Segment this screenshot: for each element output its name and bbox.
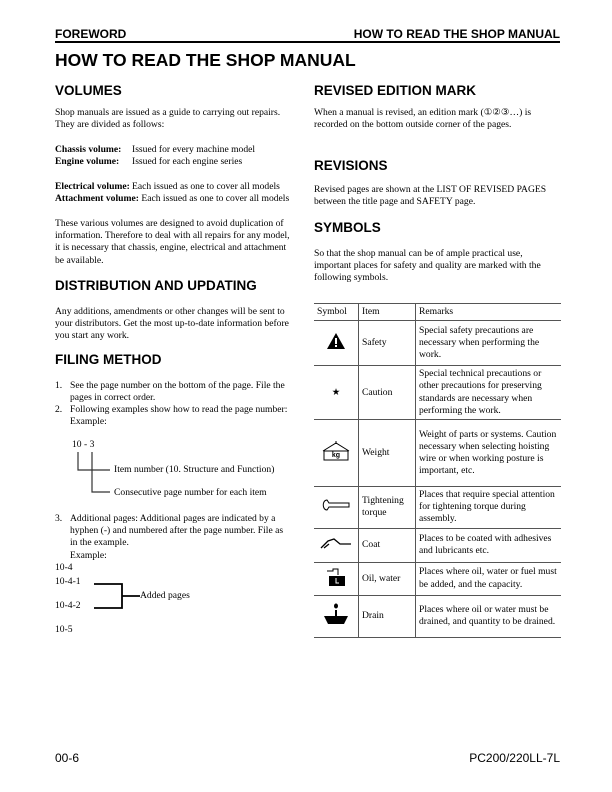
text-line: Following examples show how to read the page number: (70, 404, 288, 415)
page-example: 10-4-2 (55, 600, 81, 611)
filing-heading: FILING METHOD (55, 352, 162, 367)
text-line: Example: (70, 549, 107, 561)
table-row (314, 595, 561, 637)
volumes-intro (55, 107, 280, 131)
text-line: They are divided as follows: (55, 119, 165, 131)
list-number: 1. (55, 380, 63, 391)
text-line: See the page number on the bottom of the page. File the (70, 380, 285, 391)
added-pages-label: Added pages (140, 590, 190, 601)
text-line: Shop manuals are issued as a guide to carrying out repairs. (55, 107, 281, 118)
text-line: Revised pages are shown at the LIST OF REVISED PAGES (314, 184, 547, 195)
volumes-heading: VOLUMES (55, 83, 122, 98)
column-header: Item (359, 304, 416, 321)
text-line: Example: (70, 416, 107, 428)
text-line: your distributors. Get the most up-to-date information before (55, 318, 289, 330)
wrench-icon (314, 487, 359, 529)
text-line: hyphen (-) and numbered after the page number. File as (70, 525, 284, 537)
table-row (314, 528, 561, 562)
star-icon: ★ (314, 366, 359, 420)
table-row (314, 366, 561, 420)
page-example: 10-4-1 (55, 576, 81, 587)
example-page-number: 10 - 3 (72, 439, 95, 450)
header-rule (55, 41, 560, 43)
column-header: Remarks (416, 304, 562, 321)
filing-item-3 (55, 513, 283, 562)
text-line: be available. (55, 254, 104, 266)
table-row (314, 420, 561, 487)
drain-icon (314, 595, 359, 637)
symbols-heading: SYMBOLS (314, 220, 381, 235)
text-line: recorded on the bottom outside corner of the pages. (314, 119, 512, 131)
text-line: So that the shop manual can be of ample practical use, (314, 248, 523, 259)
page-title: HOW TO READ THE SHOP MANUAL (55, 50, 356, 70)
remarks-cell: Special technical precautions or other precautions for preserving standards are necessary when performing the work. (416, 366, 562, 420)
volume-list-b (55, 181, 289, 205)
coat-icon (314, 528, 359, 562)
remarks-cell: Places to be coated with adhesives and lubricants etc. (416, 528, 562, 562)
volume-item: Engine volume: Issued for each engine series (55, 156, 243, 168)
volumes-outro (55, 218, 290, 267)
page-number: 00-6 (55, 751, 80, 765)
item-cell: Drain (359, 595, 416, 637)
text-line: Any additions, amendments or other changes will be sent to (55, 306, 285, 317)
text-line: pages in correct order. (70, 392, 156, 404)
page-example: 10-5 (55, 624, 73, 635)
text-line: important places for safety and quality are marked with the (314, 260, 541, 272)
consecutive-label: Consecutive page number for each item (114, 487, 267, 498)
volume-item: Attachment volume: Each issued as one to cover all models (55, 193, 290, 205)
text-line: Additional pages: Additional pages are indicated by a (70, 513, 276, 524)
revised-text (314, 107, 531, 131)
text-line: you start any work. (55, 330, 130, 342)
item-cell: Caution (359, 366, 416, 420)
volume-item: Chassis volume: Issued for every machine model (55, 144, 256, 155)
model-number: PC200/220LL-7L (469, 751, 560, 765)
remarks-cell: Places where oil, water or fuel must be added, and the capacity. (416, 562, 562, 595)
revisions-heading: REVISIONS (314, 158, 388, 173)
text-line: it is necessary that chassis, engine, electrical and attachment (55, 242, 287, 254)
page-example: 10-4 (55, 562, 73, 573)
filing-item-1 (55, 380, 285, 404)
warning-triangle-icon (314, 321, 359, 366)
item-cell: Tightening torque (359, 487, 416, 529)
volume-list-a (55, 144, 255, 168)
item-cell: Weight (359, 420, 416, 487)
symbols-text (314, 248, 541, 285)
page-number-diagram (70, 452, 120, 502)
revisions-text (314, 184, 546, 208)
added-pages-bracket (94, 582, 144, 612)
item-cell: Safety (359, 321, 416, 366)
remarks-cell: Places where oil or water must be drained, and quantity to be drained. (416, 595, 562, 637)
kg-label: kg (331, 451, 341, 459)
remarks-cell: Weight of parts or systems. Caution necessary when selecting hoisting wire or when working posture is important, etc. (416, 420, 562, 487)
table-row (314, 321, 561, 366)
remarks-cell: Places that require special attention for tightening torque during assembly. (416, 487, 562, 529)
text-line: following symbols. (314, 272, 389, 284)
text-line: in the example. (70, 537, 129, 549)
header-title: HOW TO READ THE SHOP MANUAL (353, 27, 560, 41)
text-line: These various volumes are designed to avoid duplication of (55, 218, 284, 229)
revised-heading: REVISED EDITION MARK (314, 83, 477, 98)
list-number: 2. (55, 404, 63, 415)
symbols-table (314, 303, 561, 638)
distribution-heading: DISTRIBUTION AND UPDATING (55, 278, 257, 293)
volume-item: Electrical volume: Each issued as one to cover all models (55, 181, 280, 192)
weight-kg-icon (314, 420, 359, 487)
header-section: FOREWORD (55, 27, 127, 41)
filing-item-2 (55, 404, 287, 428)
column-header: Symbol (314, 304, 359, 321)
text-line: information. Therefore to deal with all repairs for any model, (55, 230, 290, 242)
item-number-label: Item number (10. Structure and Function) (114, 464, 275, 475)
item-cell: Coat (359, 528, 416, 562)
remarks-cell: Special safety precautions are necessary when performing the work. (416, 321, 562, 366)
oil-can-icon (314, 562, 359, 595)
text-line: When a manual is revised, an edition mark (①②③…) is (314, 107, 532, 118)
table-row (314, 562, 561, 595)
text-line: between the title page and SAFETY page. (314, 196, 476, 208)
distribution-text (55, 306, 289, 343)
table-row (314, 487, 561, 529)
item-cell: Oil, water (359, 562, 416, 595)
list-number: 3. (55, 513, 63, 524)
table-header (314, 304, 561, 321)
